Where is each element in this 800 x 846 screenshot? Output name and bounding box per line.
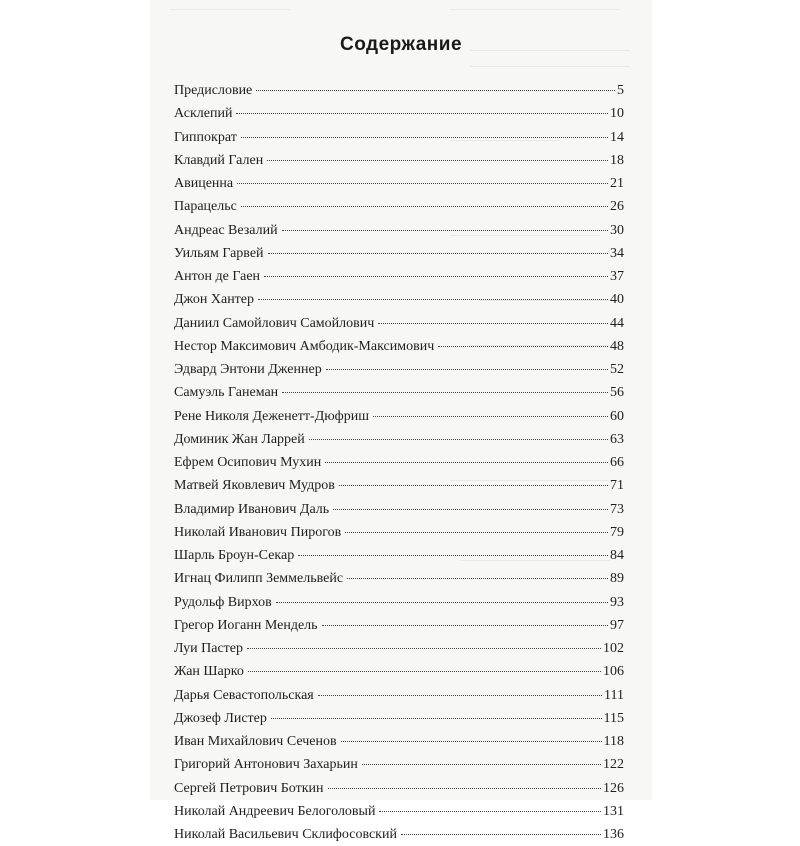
toc-entry-title: Гиппократ [174, 129, 237, 145]
toc-entry-title: Сергей Петрович Боткин [174, 780, 324, 796]
toc-entry-page-number: 48 [610, 338, 624, 354]
toc-entry [174, 172, 624, 195]
toc-entry-page-number: 14 [610, 129, 624, 145]
toc-entry [174, 660, 624, 683]
toc-entry [174, 312, 624, 335]
toc-entry-title: Парацельс [174, 199, 237, 215]
toc-entry-title: Николай Иванович Пирогов [174, 524, 342, 540]
dot-leader [258, 299, 608, 300]
dot-leader [362, 764, 601, 765]
toc-entry-page-number: 136 [603, 827, 624, 842]
dot-leader [438, 346, 608, 347]
toc-entry-title: Николай Васильевич Склифосовский [174, 827, 397, 842]
dot-leader [325, 462, 608, 463]
dot-leader [401, 834, 601, 835]
toc-entry-title: Ефрем Осипович Мухин [174, 455, 322, 470]
toc-entry [174, 358, 624, 381]
toc-entry-title: Дарья Севастопольская [174, 687, 314, 703]
dot-leader [309, 439, 608, 440]
toc-entry [174, 195, 624, 218]
bleed-through-line [170, 9, 290, 10]
toc-entry-title: Нестор Максимович Амбодик-Максимович [174, 338, 435, 354]
toc-entry-title: Григорий Антонович Захарьин [174, 757, 358, 773]
toc-entry-page-number: 30 [610, 222, 624, 238]
toc-entry-title: Антон де Гаен [174, 269, 261, 284]
toc-entry [174, 637, 624, 660]
toc-entry-page-number: 93 [610, 594, 624, 610]
toc-entry-page-number: 115 [603, 710, 624, 726]
book-page [150, 0, 652, 842]
toc-entry-page-number: 18 [610, 152, 624, 168]
toc-entry [174, 79, 624, 102]
toc-entry-page-number: 84 [610, 548, 624, 563]
dot-leader [345, 532, 608, 533]
dot-leader [328, 788, 601, 789]
dot-leader [271, 718, 602, 719]
toc-entry-page-number: 102 [603, 641, 624, 656]
dot-leader [378, 323, 608, 324]
toc-entry [174, 474, 624, 497]
toc-entry-page-number: 21 [610, 176, 624, 191]
page-title: Содержание [339, 34, 463, 55]
toc-entry-page-number: 40 [610, 292, 624, 308]
toc-entry [174, 242, 624, 265]
toc-entry-page-number: 89 [610, 571, 624, 587]
toc-entry-title: Матвей Яковлевич Мудров [174, 478, 335, 494]
toc-entry-title: Игнац Филипп Земмельвейс [174, 571, 344, 587]
toc-entry [174, 288, 624, 311]
toc-entry [174, 753, 624, 776]
toc-entry-page-number: 79 [610, 524, 624, 540]
toc-entry [174, 381, 624, 404]
toc-entry [174, 405, 624, 428]
toc-entry-title: Джозеф Листер [174, 710, 267, 726]
dot-leader [282, 392, 608, 393]
toc-entry-title: Асклепий [174, 106, 233, 122]
dot-leader [264, 276, 608, 277]
toc-entry-title: Николай Андреевич Белоголовый [174, 803, 376, 819]
toc-entry [174, 451, 624, 474]
toc-entry-title: Андреас Везалий [174, 222, 278, 238]
toc-entry [174, 730, 624, 753]
toc-entry-title: Авиценна [174, 176, 234, 191]
dot-leader [241, 206, 608, 207]
toc-entry [174, 591, 624, 614]
toc-entry-page-number: 52 [610, 362, 624, 377]
dot-leader [282, 230, 608, 231]
toc-entry [174, 335, 624, 358]
table-of-contents [174, 79, 624, 846]
toc-entry-title: Шарль Броун-Секар [174, 548, 295, 563]
toc-entry-title: Рудольф Вирхов [174, 594, 272, 610]
toc-entry-page-number: 44 [610, 315, 624, 331]
toc-entry [174, 707, 624, 730]
toc-entry-title: Уильям Гарвей [174, 245, 264, 261]
toc-entry-page-number: 97 [610, 617, 624, 633]
toc-entry-page-number: 66 [610, 455, 624, 470]
toc-entry-title: Даниил Самойлович Самойлович [174, 315, 375, 331]
toc-entry [174, 567, 624, 590]
toc-entry-page-number: 73 [610, 501, 624, 517]
toc-entry [174, 428, 624, 451]
dot-leader [373, 416, 608, 417]
toc-entry [174, 498, 624, 521]
toc-entry-page-number: 10 [610, 106, 624, 122]
toc-entry-title: Луи Пастер [174, 641, 244, 656]
dot-leader [341, 741, 602, 742]
dot-leader [236, 113, 608, 114]
toc-entry-page-number: 118 [603, 734, 624, 749]
toc-entry-title: Предисловие [174, 83, 253, 98]
dot-leader [268, 253, 608, 254]
toc-entry-page-number: 26 [610, 199, 624, 215]
toc-entry-title: Эдвард Энтони Дженнер [174, 362, 322, 377]
toc-entry-page-number: 131 [603, 803, 624, 819]
toc-entry-page-number: 106 [603, 664, 624, 680]
dot-leader [326, 369, 608, 370]
dot-leader [247, 648, 601, 649]
toc-entry [174, 544, 624, 567]
toc-entry-title: Доминик Жан Ларрей [174, 431, 305, 447]
toc-entry-page-number: 126 [603, 780, 624, 796]
toc-entry-page-number: 60 [610, 408, 624, 424]
toc-entry-page-number: 5 [617, 83, 624, 98]
dot-leader [339, 485, 608, 486]
dot-leader [379, 811, 601, 812]
toc-entry [174, 219, 624, 242]
dot-leader [241, 137, 608, 138]
dot-leader [322, 625, 608, 626]
toc-entry-title: Жан Шарко [174, 664, 244, 680]
toc-entry [174, 126, 624, 149]
bleed-through-line [470, 66, 630, 67]
toc-entry-page-number: 37 [610, 269, 624, 284]
toc-entry [174, 521, 624, 544]
dot-leader [298, 555, 608, 556]
toc-entry [174, 777, 624, 800]
toc-entry [174, 823, 624, 846]
toc-entry-page-number: 34 [610, 245, 624, 261]
dot-leader [267, 160, 608, 161]
toc-entry-title: Грегор Иоганн Мендель [174, 617, 318, 633]
toc-entry [174, 684, 624, 707]
toc-entry-page-number: 71 [610, 478, 624, 494]
toc-entry [174, 800, 624, 823]
dot-leader [237, 183, 608, 184]
bleed-through-line [450, 9, 620, 10]
toc-entry [174, 149, 624, 172]
toc-entry-title: Владимир Иванович Даль [174, 501, 330, 517]
toc-entry-page-number: 122 [603, 757, 624, 773]
toc-entry-page-number: 56 [610, 385, 624, 401]
toc-entry [174, 614, 624, 637]
dot-leader [256, 90, 615, 91]
toc-entry-page-number: 63 [610, 431, 624, 447]
toc-entry [174, 102, 624, 125]
toc-entry-title: Самуэль Ганеман [174, 385, 279, 401]
toc-entry-title: Джон Хантер [174, 292, 255, 308]
toc-entry-title: Клавдий Гален [174, 152, 264, 168]
dot-leader [347, 578, 608, 579]
toc-entry-title: Рене Николя Деженетт-Дюфриш [174, 408, 369, 424]
dot-leader [333, 509, 608, 510]
dot-leader [318, 695, 602, 696]
dot-leader [276, 602, 608, 603]
toc-entry-title: Иван Михайлович Сеченов [174, 734, 337, 749]
toc-entry-page-number: 111 [604, 687, 624, 703]
dot-leader [248, 671, 601, 672]
toc-entry [174, 265, 624, 288]
